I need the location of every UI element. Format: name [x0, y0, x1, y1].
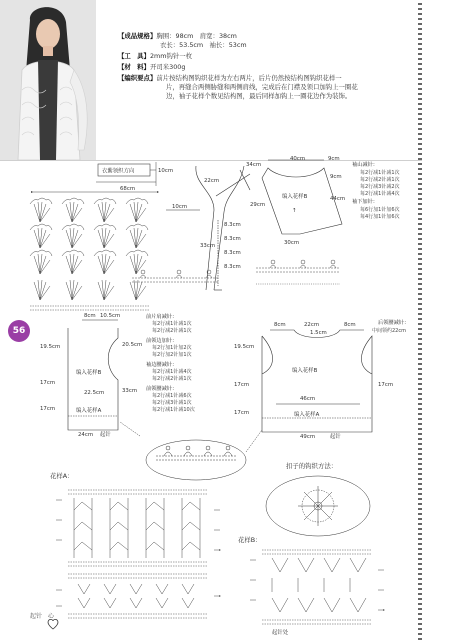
swatch-label: 衣紫领织方向	[102, 168, 135, 175]
spec-size-line2: 衣长：53.5cm 袖长：53cm	[160, 41, 247, 49]
page-number-badge	[8, 320, 30, 342]
bp-note-r: 中间领约22cm	[372, 328, 406, 334]
spec-material-label: 【材 料】	[118, 63, 150, 71]
sleeve-right-29: 29cm	[250, 202, 266, 208]
fnote-t2-l1: 每2行加1针加2次	[152, 345, 192, 351]
front-right-33: 33cm	[122, 388, 138, 394]
spec-method-row	[118, 74, 418, 83]
sleeve-schematic	[166, 166, 250, 290]
note1-title: 袖山减针：	[352, 162, 378, 168]
fnote-t4-l1: 每2行减1针减6次	[152, 393, 192, 399]
bp-start: 起针	[330, 434, 341, 440]
pattern-a-lower	[56, 574, 220, 618]
front-top-105: 10.5cm	[100, 313, 121, 319]
front-left-195: 19.5cm	[40, 344, 61, 350]
sleeve-seg3: 8.3cm	[224, 250, 241, 256]
edging-oval-detail	[120, 422, 262, 480]
back-top-40: 40cm	[290, 156, 306, 162]
bp-right-17: 17cm	[378, 382, 394, 388]
front-left-17: 17cm	[40, 380, 56, 386]
fnote-t1-l2: 每2行减2针减1次	[152, 328, 192, 334]
sleeve-top-22: 22cm	[204, 178, 220, 184]
swatch-height-label: 10cm	[158, 168, 174, 174]
sleeve-seg5: 8.3cm	[224, 264, 241, 270]
note2-l1: 每6行加1针加6次	[360, 207, 400, 213]
bp-label-main: 编入花样B	[292, 368, 318, 374]
bp-width-49: 49cm	[300, 434, 316, 440]
spec-material-value: 开司米300g	[149, 63, 186, 71]
spec-tool-label: 【工 具】	[118, 52, 150, 60]
spec-tool-row	[118, 52, 418, 61]
binding-edge-stripe	[418, 0, 422, 640]
spec-method-row2	[166, 83, 416, 92]
fnote-t3-l2: 每2行减2针减1次	[152, 376, 192, 382]
page-number: 56	[12, 326, 26, 336]
back-side-44: 44cm	[330, 196, 346, 202]
front-left-17b: 17cm	[40, 406, 56, 412]
crochet-diagrams	[0, 156, 418, 640]
swatch-fan-motifs	[30, 198, 150, 310]
front-start: 起针	[100, 432, 111, 438]
sleeve-seg2: 8.3cm	[224, 236, 241, 242]
sleeve-top-34: 34cm	[246, 162, 262, 168]
back-bottom-30: 30cm	[284, 240, 300, 246]
bp-label-top: 后领腰减针：	[378, 320, 410, 326]
front-shaping-notes	[146, 312, 195, 413]
pattern-b-chart	[250, 550, 384, 624]
pattern-a-chart	[56, 490, 220, 566]
note2-l2: 每4行加1针加6次	[360, 214, 400, 220]
bp-left-17: 17cm	[234, 382, 250, 388]
spec-size-label: 【成品规格】	[118, 32, 157, 40]
fnote-t1-l1: 每2行减1针减1次	[152, 321, 192, 327]
spec-tool-value: 2mm钩针一枚	[149, 52, 193, 60]
sleeve-left-10: 10cm	[172, 204, 188, 210]
spec-size-row	[118, 32, 418, 41]
note1-l2: 每2行减2针减1次	[360, 177, 400, 183]
model-photo	[0, 0, 96, 160]
fnote-t2: 前领边加针：	[146, 338, 178, 344]
back-top-9: 9cm	[328, 156, 340, 162]
sleeve-shaping-notes	[352, 160, 400, 220]
bp-left-17b: 17cm	[234, 410, 250, 416]
spec-size-row2	[160, 41, 460, 50]
pattern-a-label: 花样A：	[50, 472, 74, 480]
spec-method-line2: 片，再缝合两侧胁缝和两侧肩线，完成后在门襟及领口加钩上一圈花	[166, 83, 358, 91]
spec-method-line3: 边，袖子花样个数见结构图，最后同样加钩上一圈花边作为装饰。	[166, 92, 352, 100]
fnote-t3-l1: 每2行减1针减4次	[152, 369, 192, 375]
fnote-t4-l3: 每2行减1针减10次	[152, 407, 195, 413]
fnote-t4: 前领腰减针：	[146, 386, 178, 392]
bp-width-46: 46cm	[300, 396, 316, 402]
button-diagram	[266, 476, 370, 536]
spec-method-row3	[166, 92, 416, 101]
spec-method-label: 【编织要点】	[118, 74, 157, 82]
pattern-b-start: 起针处	[272, 630, 289, 636]
footer-text: 起针 心	[30, 613, 55, 620]
sleeve-seg1: 8.3cm	[224, 222, 241, 228]
front-width-225: 22.5cm	[84, 390, 105, 396]
bp-top-8a: 8cm	[274, 322, 286, 328]
bp-top-22: 22cm	[304, 322, 320, 328]
bp-left-195: 19.5cm	[234, 344, 255, 350]
fnote-t2-l2: 每2行加2针加1次	[152, 352, 192, 358]
spec-material-row	[118, 63, 418, 72]
front-label-a: 编入花样A	[76, 408, 102, 414]
front-bottom-24: 24cm	[78, 432, 94, 438]
fnote-t3: 袖边腰减针：	[146, 362, 178, 368]
front-label-main: 编入花样B	[76, 370, 102, 376]
back-label: 编入花样B	[282, 194, 308, 200]
button-title: 扣子的钩织方法：	[286, 462, 338, 470]
note2-title: 袖下加针：	[352, 199, 378, 205]
back-side-9: 9cm	[330, 174, 342, 180]
swatch-width-label: 68cm	[120, 186, 136, 192]
fnote-t4-l2: 每2行减3针减1次	[152, 400, 192, 406]
front-top-8: 8cm	[84, 313, 96, 319]
note1-l1: 每2行减1针减1次	[360, 170, 400, 176]
spec-method-line1: 前片按结构图钩织花样为左右两片，后片仍然按结构图钩织花样一	[156, 74, 342, 82]
sleeve-seg4: 33cm	[200, 243, 216, 249]
note1-l4: 每2行减1针减4次	[360, 191, 400, 197]
bp-top-8b: 8cm	[344, 322, 356, 328]
swatch-chart	[30, 162, 173, 310]
bp-top-15: 1.5cm	[310, 330, 327, 336]
bp-label-a: 编入花样A	[294, 412, 320, 418]
spec-size-line1: 胸围：98cm 肩宽：38cm	[156, 32, 237, 40]
model-photo-illustration	[0, 0, 96, 160]
pattern-b-label: 花样B：	[238, 536, 262, 544]
fnote-t1: 前片肩减针：	[146, 314, 178, 320]
heart-icon	[46, 617, 60, 631]
back-arrow: ↑	[292, 208, 297, 214]
front-right-205: 20.5cm	[122, 342, 143, 348]
note1-l3: 每2行减3针减2次	[360, 184, 400, 190]
